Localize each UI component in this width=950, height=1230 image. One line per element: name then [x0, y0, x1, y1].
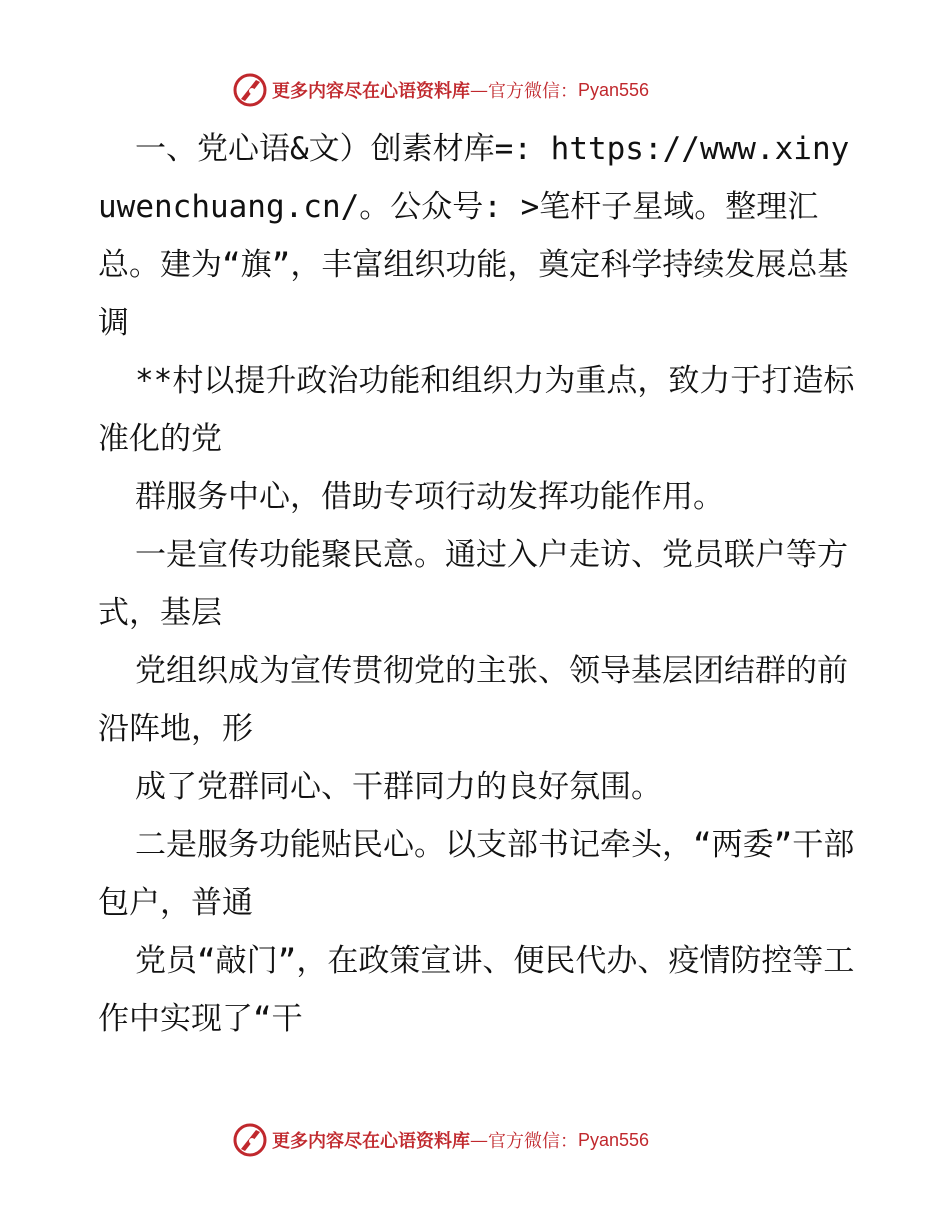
paragraph: 成了党群同心、干群同力的良好氛围。 [135, 769, 662, 805]
paragraph: 二是服务功能贴民心。以支部书记牵头，“两委”干部包户，普通 [98, 827, 855, 921]
banner-separator: — [470, 79, 488, 101]
banner-wechat-account: Pyan556 [578, 79, 650, 100]
banner-wechat-label: 官方微信： [488, 81, 578, 102]
footer-banner [232, 1120, 752, 1160]
paragraph: 一、党心语&文）创素材库=: https://www.xinyuwenchuang.cn/。公众号: >笔杆子星域。整理汇总。建为“旗”，丰富组织功能，奠定科学持续发展总基调 [98, 131, 850, 341]
quill-logo-icon [232, 1122, 268, 1158]
paragraph: 一是宣传功能聚民意。通过入户走访、党员联户等方式，基层 [98, 537, 848, 631]
document-body [98, 120, 858, 1048]
banner-main-text: 更多内容尽在心语资料库 [272, 1131, 470, 1152]
banner-wechat-label: 官方微信： [488, 1131, 578, 1152]
banner-main-text: 更多内容尽在心语资料库 [272, 81, 470, 102]
paragraph: 群服务中心，借助专项行动发挥功能作用。 [135, 479, 724, 515]
paragraph: **村以提升政治功能和组织力为重点，致力于打造标准化的党 [98, 363, 855, 457]
quill-logo-icon [232, 72, 268, 108]
banner-separator: — [470, 1129, 488, 1151]
paragraph: 党组织成为宣传贯彻党的主张、领导基层团结群的前沿阵地，形 [98, 653, 848, 747]
header-banner [232, 70, 752, 110]
paragraph: 党员“敲门”，在政策宣讲、便民代办、疫情防控等工作中实现了“干 [98, 943, 855, 1037]
banner-wechat-account: Pyan556 [578, 1129, 650, 1150]
